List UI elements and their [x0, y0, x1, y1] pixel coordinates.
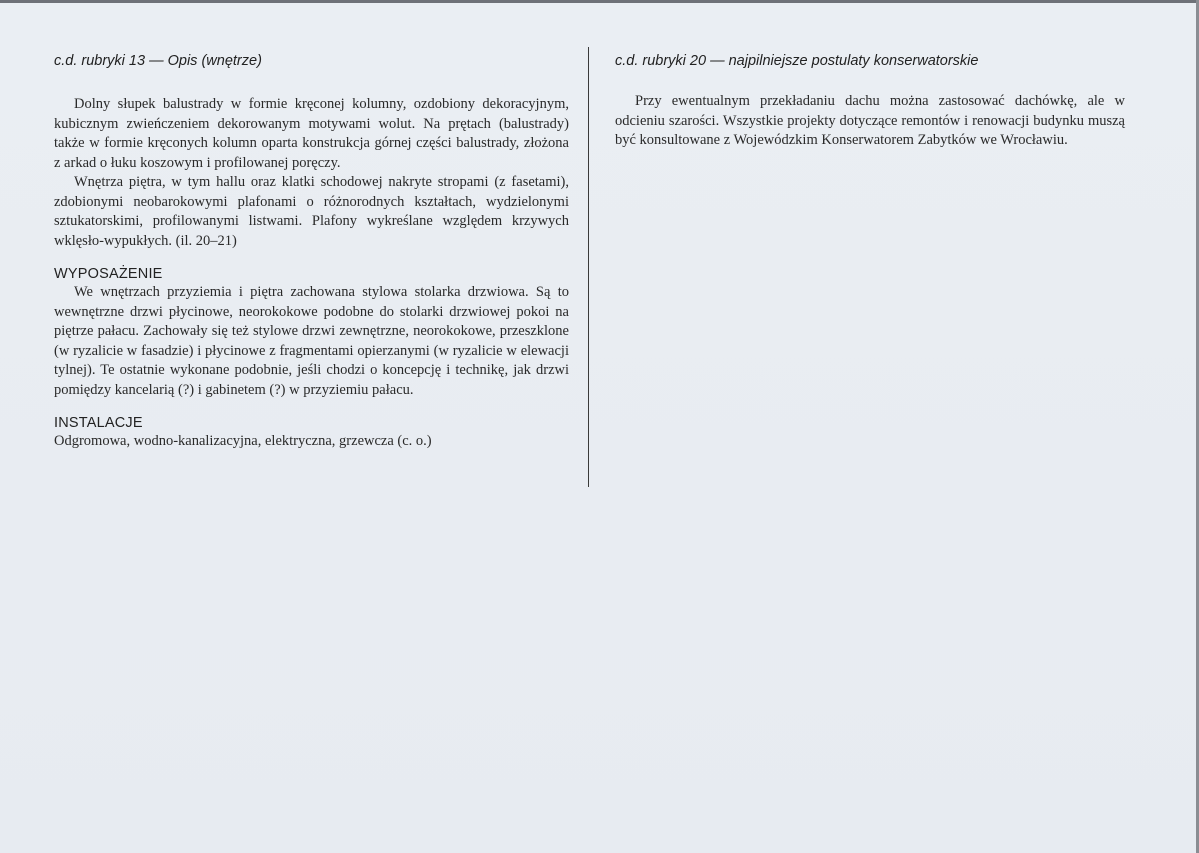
- scan-edge-top: [0, 0, 1199, 3]
- column-divider: [588, 47, 589, 487]
- paragraph-balustrade: Dolny słupek balustrady w formie kręconej kolumny, ozdobiony dekoracyjnym, kubicznym zwieńczeniem dekorowanym motywami wolut. Na prętach (balustrady) także w formie kręconych kolumn oparta konstrukcja górnej części balustrady, złożona z arkad o łuku koszowym i profilowanej poręczy.: [54, 96, 569, 171]
- paragraph-instalacje: Odgromowa, wodno-kanalizacyjna, elektryczna, grzewcza (c. o.): [54, 433, 432, 449]
- left-column-heading: c.d. rubryki 13 — Opis (wnętrze): [54, 53, 262, 69]
- right-column-heading: c.d. rubryki 20 — najpilniejsze postulaty konserwatorskie: [615, 53, 979, 69]
- paragraph-postulaty: Przy ewentualnym przekładaniu dachu można zastosować dachówkę, ale w odcieniu szarości. Wszystkie projekty dotyczące remontów i renowacji budynku muszą być konsultowane z Wojewódzkim Konserwatorem Zabytków we Wrocławiu.: [615, 93, 1125, 148]
- left-column: [54, 52, 569, 452]
- section-title-wyposazenie: WYPOSAŻENIE: [54, 266, 163, 282]
- section-title-instalacje: INSTALACJE: [54, 415, 143, 431]
- right-column: [615, 52, 1125, 151]
- paragraph-wyposazenie: We wnętrzach przyziemia i piętra zachowana stylowa stolarka drzwiowa. Są to wewnętrzne drzwi płycinowe, neorokokowe podobne do stolarki drzwiowej pokoi na piętrze pałacu. Zachowały się też stylowe drzwi zewnętrzne, neorokokowe, przeszklone (w ryzalicie w fasadzie) i płycinowe z fragmentami opierzanymi (w ryzalicie w elewacji tylnej). Te ostatnie wykonane podobnie, jeśli chodzi o koncepcję i technikę, jak drzwi pomiędzy kancelarią (?) i gabinetem (?) w przyziemiu pałacu.: [54, 284, 569, 398]
- paragraph-interiors: Wnętrza piętra, w tym hallu oraz klatki schodowej nakryte stropami (z fasetami), zdobionymi neobarokowymi plafonami o różnorodnych kształtach, wydzielonymi sztukatorskimi, profilowanymi listwami. Plafony wykreślane względem krzywych wklęsło-wypukłych. (il. 20–21): [54, 174, 569, 249]
